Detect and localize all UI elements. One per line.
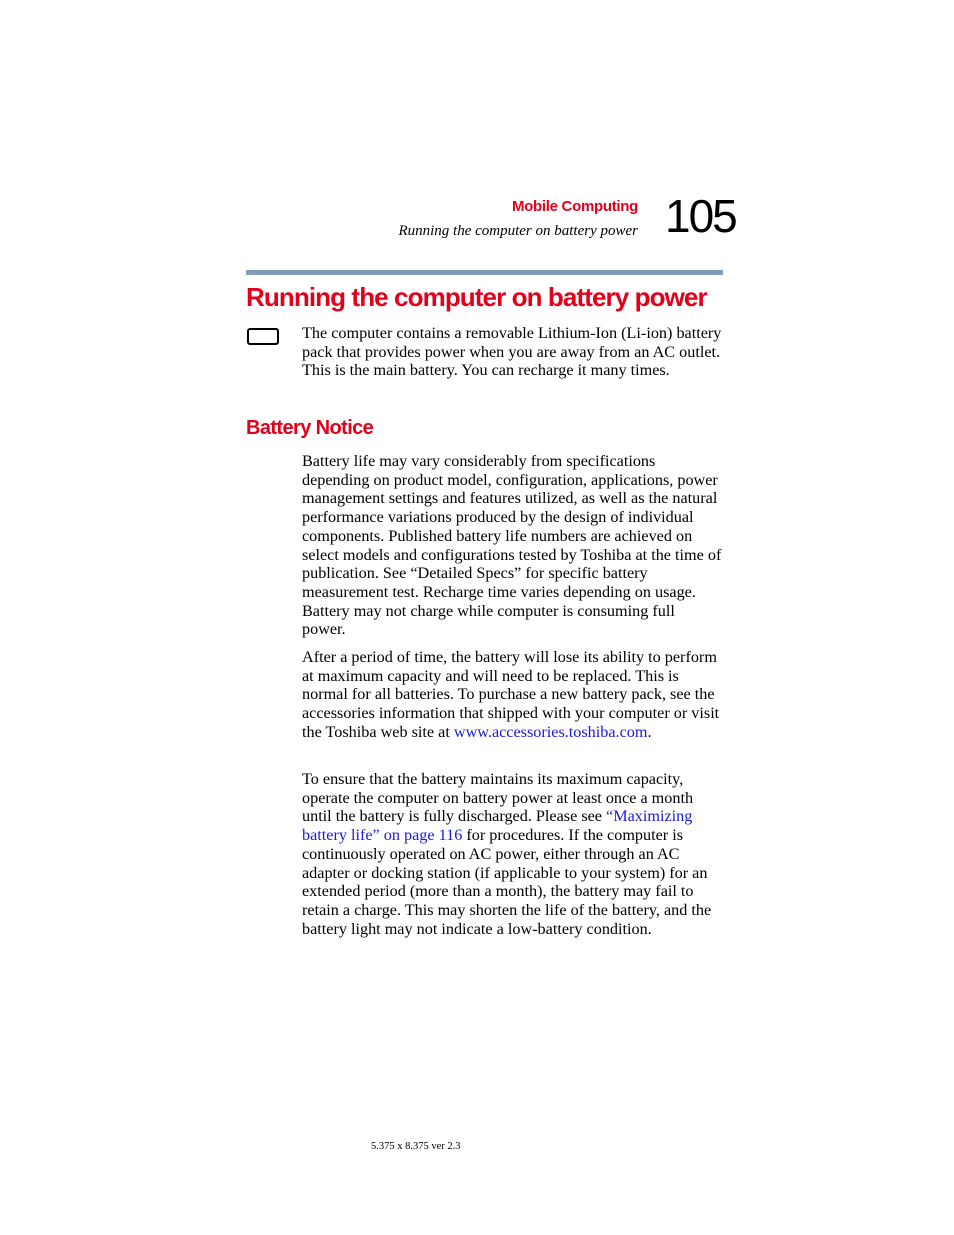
page-number: 105 [665,190,736,242]
battery-notice-paragraph-2 [302,648,722,742]
accessories-website-link[interactable]: www.accessories.toshiba.com [453,722,648,741]
section-title-battery-notice: Battery Notice [246,417,374,439]
battery-icon [247,328,279,345]
battery-notice-paragraph-1: Battery life may vary considerably from specifications depending on product model, configuration, applications, power management settings and features utilized, as well as the natural performance variations produced by the design of individual components. Published battery life numbers are achieved on select models and configurations tested by Toshiba at the time of publication. See “Detailed Specs” for specific battery measurement test. Recharge time varies depending on usage. Battery may not charge while computer is consuming full power. [302,452,722,639]
footer-trim-size-note: 5.375 x 8.375 ver 2.3 [371,1141,461,1152]
intro-paragraph: The computer contains a removable Lithium-Ion (Li-ion) battery pack that provides power when you are away from an AC outlet. This is the main battery. You can recharge it many times. [302,324,722,380]
paragraph-text-continued: for procedures. If the computer is continuously operated on AC power, either through an AC adapter or docking station (if applicable to your system) for an extended period (more than a month), the battery may fail to retain a charge. This may shorten the life of the battery, and the battery light may not indicate a low-battery condition. [302,826,712,938]
paragraph-text-end: . [647,722,652,741]
paragraph-text: After a period of time, the battery will lose its ability to perform at maximum capacity and will need to be replaced. This is normal for all batteries. To purchase a new battery pack, see the accessories information that shipped with your computer or visit the Toshiba web site at [302,648,720,741]
maximizing-battery-life-link[interactable]: “Maximizing battery life” on page 116 [302,807,693,845]
running-header-subsection: Running the computer on battery power [398,223,638,239]
chapter-title: Running the computer on battery power [246,282,707,312]
chapter-divider-rule [246,270,723,275]
running-header-section: Mobile Computing [511,198,638,215]
battery-notice-paragraph-3 [302,770,722,938]
paragraph-text: To ensure that the battery maintains its maximum capacity, operate the computer on battery power at least once a month until the battery is fully discharged. Please see [302,770,694,826]
